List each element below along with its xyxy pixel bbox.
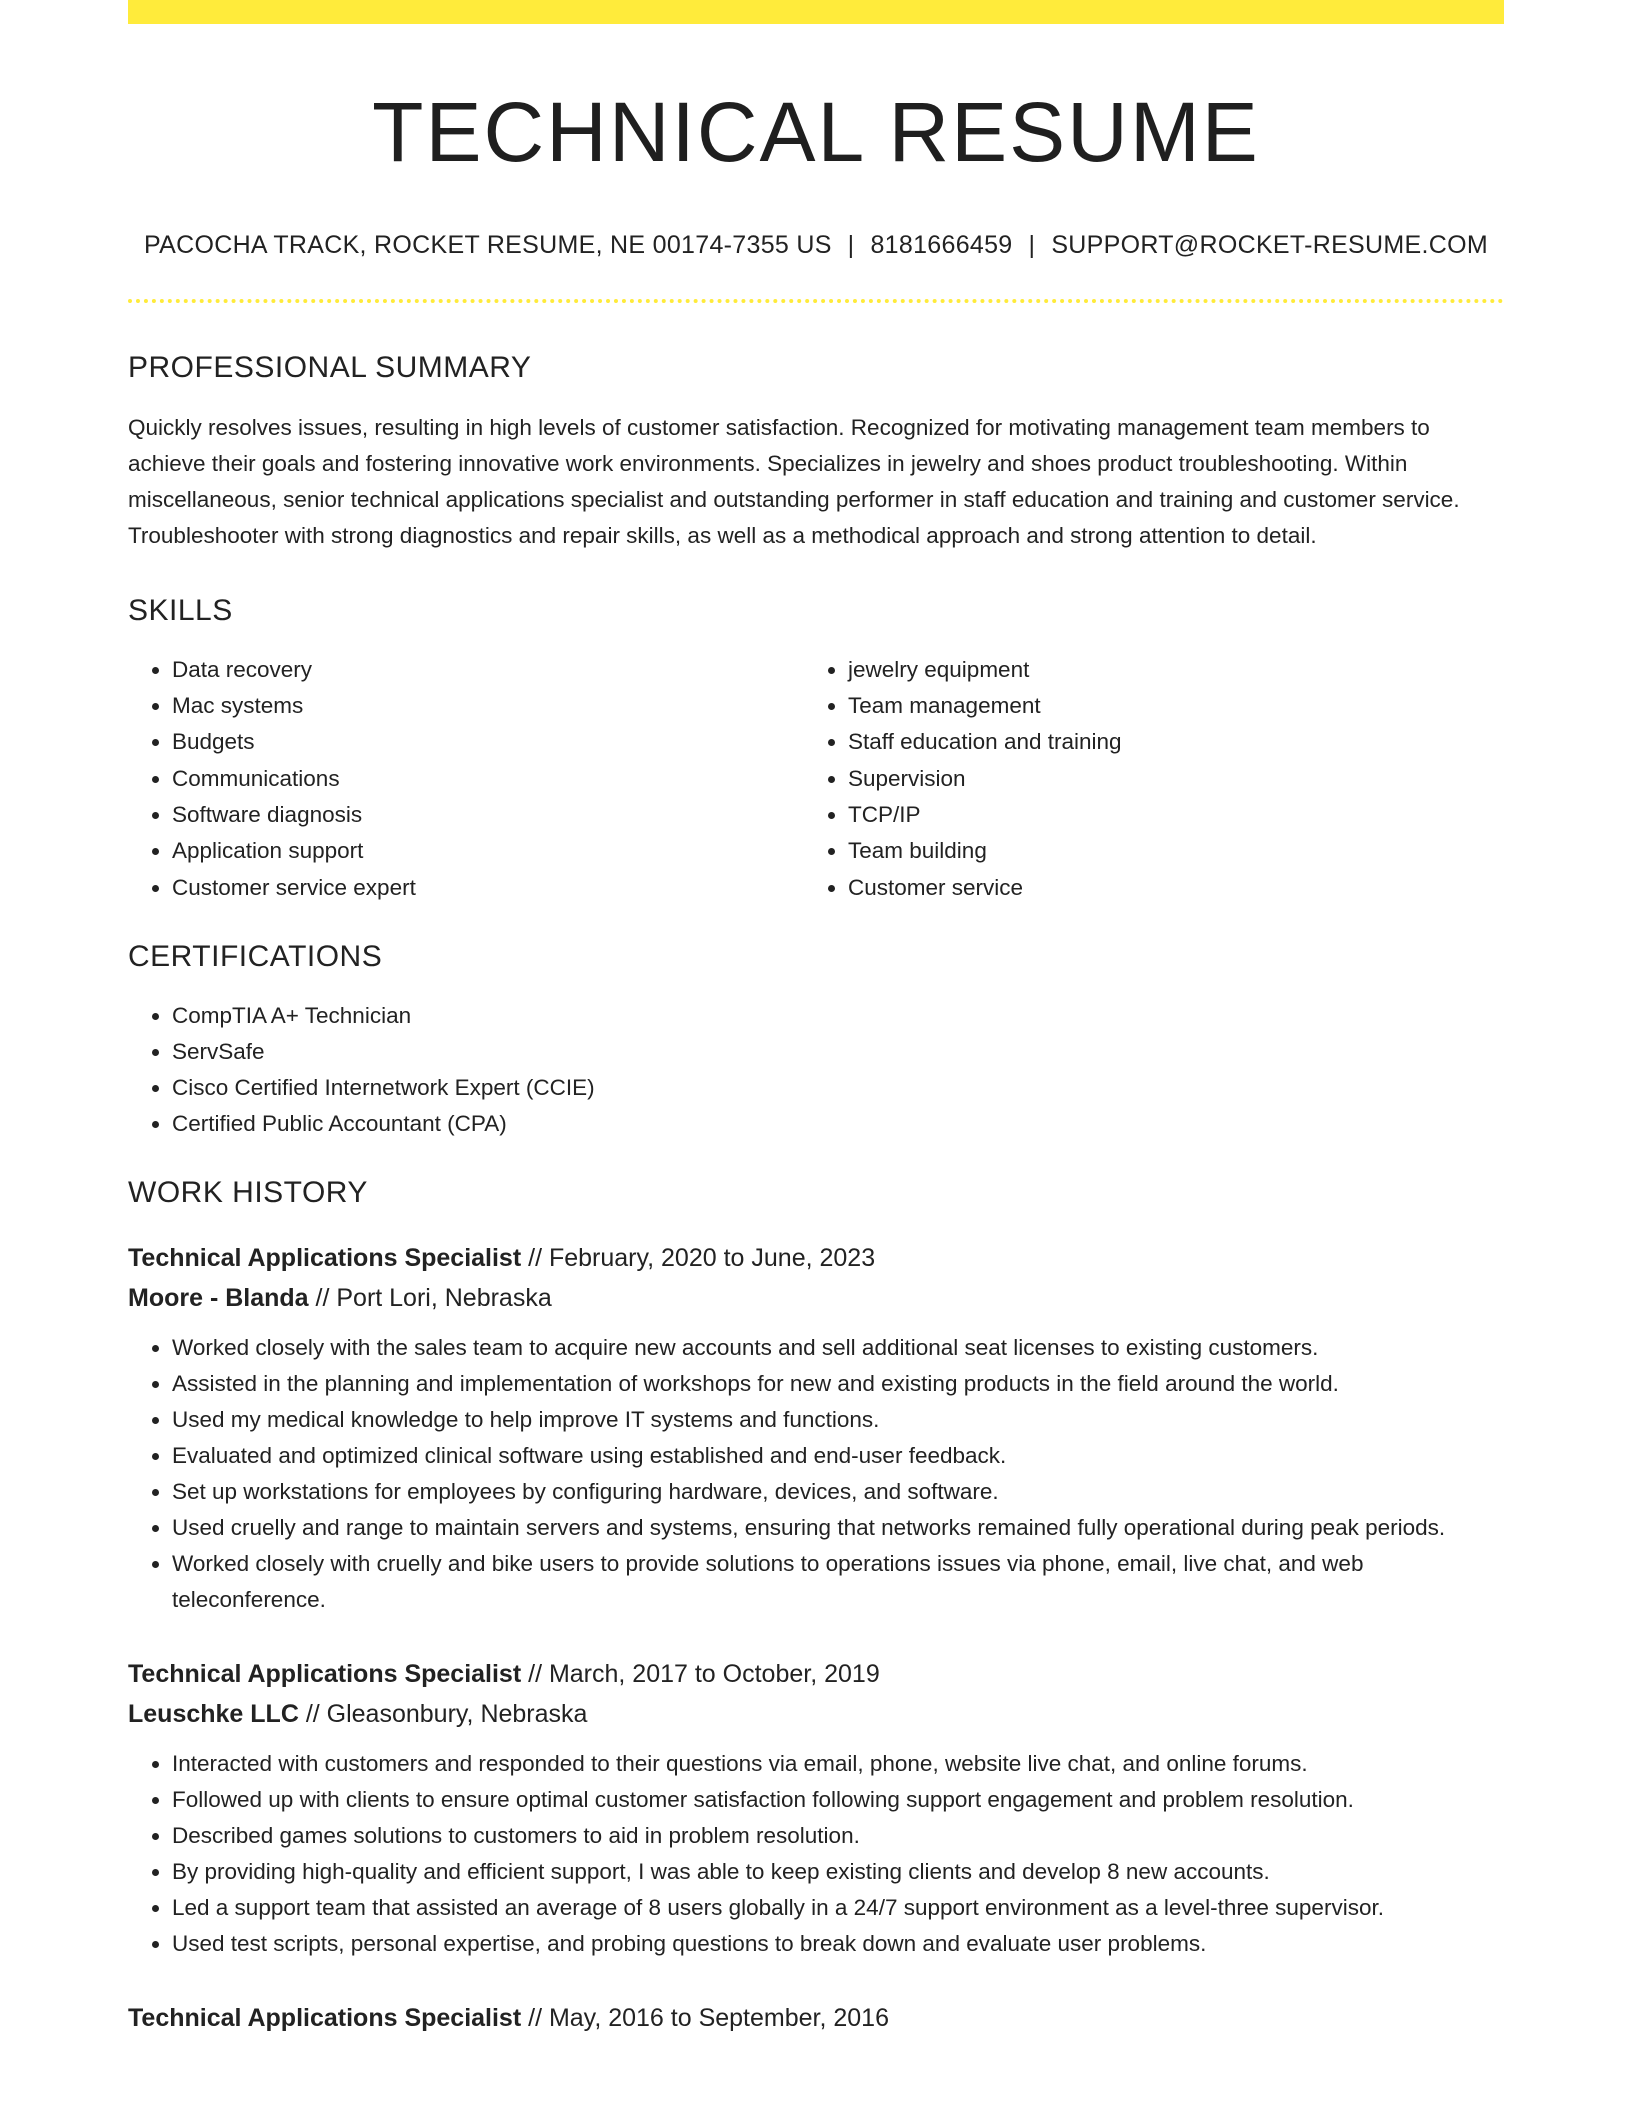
job-company-line bbox=[128, 1278, 1504, 1318]
contact-separator: | bbox=[1028, 230, 1036, 259]
skill-item: • jewelry equipment bbox=[848, 652, 1504, 688]
job-location: // Gleasonbury, Nebraska bbox=[298, 1699, 588, 1728]
job-dates: // March, 2017 to October, 2019 bbox=[521, 1659, 880, 1688]
job-bullet: • Evaluated and optimized clinical software using established and end-user feedback. bbox=[172, 1438, 1504, 1474]
job-dates: // February, 2020 to June, 2023 bbox=[521, 1243, 876, 1272]
contact-email[interactable]: SUPPORT@ROCKET-RESUME.COM bbox=[1051, 230, 1488, 259]
job-title-line bbox=[128, 1238, 1504, 1278]
skills-column-right bbox=[828, 652, 1504, 906]
skills-column-left bbox=[128, 652, 828, 906]
job-title-line bbox=[128, 1654, 1504, 1694]
skill-item: • Communications bbox=[172, 761, 828, 797]
certifications-heading: CERTIFICATIONS bbox=[128, 939, 383, 973]
job-entry bbox=[128, 1238, 1504, 1618]
skill-item: • Mac systems bbox=[172, 688, 828, 724]
job-dates: // May, 2016 to September, 2016 bbox=[521, 2003, 889, 2032]
certifications-list bbox=[128, 998, 1504, 1142]
job-location: // Port Lori, Nebraska bbox=[308, 1283, 552, 1312]
job-title: Technical Applications Specialist bbox=[128, 1243, 522, 1272]
summary-text: Quickly resolves issues, resulting in high levels of customer satisfaction. Recognized for motivating management team members to achieve their goals and fostering innovative work environments. Specializes in jewelry and shoes product troubleshooting. Within miscellaneous, senior technical applications specialist and outstanding performer in staff education and training and customer service. Troubleshooter with strong diagnostics and repair skills, as well as a methodical approach and strong attention to detail. bbox=[128, 414, 1460, 548]
contact-phone: 8181666459 bbox=[870, 230, 1013, 259]
job-bullets bbox=[128, 1746, 1504, 1962]
job-bullet: • Worked closely with the sales team to acquire new accounts and sell additional seat licenses to existing customers. bbox=[172, 1330, 1504, 1366]
job-bullet: • Described games solutions to customers to aid in problem resolution. bbox=[172, 1818, 1504, 1854]
job-bullet: • By providing high-quality and efficient support, I was able to keep existing clients and develop 8 new accounts. bbox=[172, 1854, 1504, 1890]
contact-line bbox=[128, 231, 1504, 260]
skill-item: • Team management bbox=[848, 688, 1504, 724]
skills-heading: SKILLS bbox=[128, 593, 233, 627]
contact-separator: | bbox=[847, 230, 855, 259]
job-bullet: • Led a support team that assisted an average of 8 users globally in a 24/7 support environment as a level-three supervisor. bbox=[172, 1890, 1504, 1926]
skill-item: • Budgets bbox=[172, 724, 828, 760]
job-bullet: • Used my medical knowledge to help improve IT systems and functions. bbox=[172, 1402, 1504, 1438]
job-entry bbox=[128, 1654, 1504, 1962]
certification-item: • Cisco Certified Internetwork Expert (CCIE) bbox=[172, 1070, 1504, 1106]
certification-item: • Certified Public Accountant (CPA) bbox=[172, 1106, 1504, 1142]
contact-address: PACOCHA TRACK, ROCKET RESUME, NE 00174-7355 US bbox=[144, 230, 832, 259]
skill-item: • Staff education and training bbox=[848, 724, 1504, 760]
skill-item: • Supervision bbox=[848, 761, 1504, 797]
skill-item: • Team building bbox=[848, 833, 1504, 869]
skill-item: • TCP/IP bbox=[848, 797, 1504, 833]
job-company: Leuschke LLC bbox=[128, 1699, 299, 1728]
skill-item: • Data recovery bbox=[172, 652, 828, 688]
certification-item: • ServSafe bbox=[172, 1034, 1504, 1070]
skill-item: • Customer service bbox=[848, 870, 1504, 906]
job-bullet: • Worked closely with cruelly and bike users to provide solutions to operations issues via phone, email, live chat, and web teleconference. bbox=[172, 1546, 1504, 1618]
job-bullets bbox=[128, 1330, 1504, 1618]
job-bullet: • Used test scripts, personal expertise, and probing questions to break down and evaluate user problems. bbox=[172, 1926, 1504, 1962]
skill-item: • Application support bbox=[172, 833, 828, 869]
dotted-divider bbox=[128, 299, 1504, 303]
resume-page bbox=[128, 0, 1504, 2038]
job-title: Technical Applications Specialist bbox=[128, 2003, 522, 2032]
job-title-line bbox=[128, 1998, 1504, 2038]
job-bullet: • Used cruelly and range to maintain servers and systems, ensuring that networks remained fully operational during peak periods. bbox=[172, 1510, 1504, 1546]
work-history-heading: WORK HISTORY bbox=[128, 1175, 368, 1209]
job-company-line bbox=[128, 1694, 1504, 1734]
summary-heading: PROFESSIONAL SUMMARY bbox=[128, 350, 532, 384]
top-accent-bar bbox=[128, 0, 1504, 24]
job-bullet: • Interacted with customers and responded to their questions via email, phone, website live chat, and online forums. bbox=[172, 1746, 1504, 1782]
skills-grid bbox=[128, 652, 1504, 906]
job-entry bbox=[128, 1998, 1504, 2038]
resume-title: TECHNICAL RESUME bbox=[372, 85, 1260, 179]
job-bullet: • Followed up with clients to ensure optimal customer satisfaction following support engagement and problem resolution. bbox=[172, 1782, 1504, 1818]
certification-item: • CompTIA A+ Technician bbox=[172, 998, 1504, 1034]
skill-item: • Customer service expert bbox=[172, 870, 828, 906]
skill-item: • Software diagnosis bbox=[172, 797, 828, 833]
job-company: Moore - Blanda bbox=[128, 1283, 309, 1312]
job-bullet: • Set up workstations for employees by configuring hardware, devices, and software. bbox=[172, 1474, 1504, 1510]
job-title: Technical Applications Specialist bbox=[128, 1659, 522, 1688]
job-bullet: • Assisted in the planning and implementation of workshops for new and existing products in the field around the world. bbox=[172, 1366, 1504, 1402]
